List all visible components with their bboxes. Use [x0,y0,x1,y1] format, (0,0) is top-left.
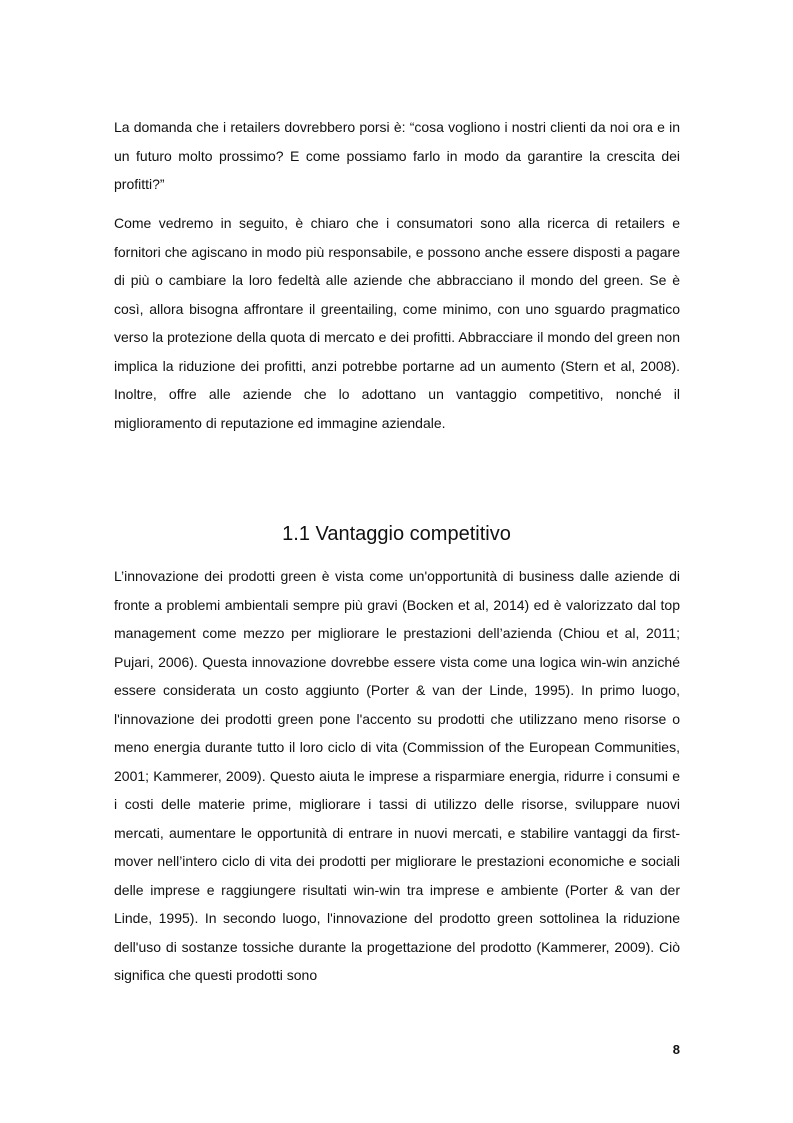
paragraph-retailers-question: La domanda che i retailers dovrebbero porsi è: “cosa vogliono i nostri clienti da noi ora e in un futuro molto prossimo? E come possiamo farlo in modo da garantire la crescita dei profitti?” [114,119,680,192]
section-heading: 1.1 Vantaggio competitivo [282,523,511,545]
page-number: 8 [672,1042,680,1057]
paragraph-green-innovation: L’innovazione dei prodotti green è vista come un'opportunità di business dalle aziende di fronte a problemi ambientali sempre più gravi (Bocken et al, 2014) ed è valorizzato dal top management come mezzo per migliorare le prestazioni dell’azienda (Chiou et al, 2011; Pujari, 2006). Questa innovazione dovrebbe essere vista come una logica win-win anziché essere considerata un costo aggiunto (Porter & van der Linde, 1995). In primo luogo, l'innovazione dei prodotti green pone l'accento su prodotti che utilizzano meno risorse o meno energia durante tutto il loro ciclo di vita (Commission of the European Communities, 2001; Kammerer, 2009). Questo aiuta le imprese a risparmiare energia, ridurre i consumi e i costi delle materie prime, migliorare i tassi di utilizzo delle risorse, sviluppare nuovi mercati, aumentare le opportunità di entrare in nuovi mercati, e stabilire vantaggi da first-mover nell’intero ciclo di vita dei prodotti per migliorare le prestazioni economiche e sociali delle imprese e raggiungere risultati win-win tra imprese e ambiente (Porter & van der Linde, 1995). In secondo luogo, l'innovazione del prodotto green sottolinea la riduzione dell'uso di sostanze tossiche durante la progettazione del prodotto (Kammerer, 2009). Ciò significa che questi prodotti sono [114,568,680,983]
paragraph-consumers-green: Come vedremo in seguito, è chiaro che i consumatori sono alla ricerca di retailers e fornitori che agiscano in modo più responsabile, e possono anche essere disposti a pagare di più o cambiare la loro fedeltà alle aziende che abbracciano il mondo del green. Se è così, allora bisogna affrontare il greentailing, come minimo, con uno sguardo pragmatico verso la protezione della quota di mercato e dei profitti. Abbracciare il mondo del green non implica la riduzione dei profitti, anzi potrebbe portarne ad un aumento (Stern et al, 2008). Inoltre, offre alle aziende che lo adottano un vantaggio competitivo, nonché il miglioramento di reputazione ed immagine aziendale. [114,215,680,431]
